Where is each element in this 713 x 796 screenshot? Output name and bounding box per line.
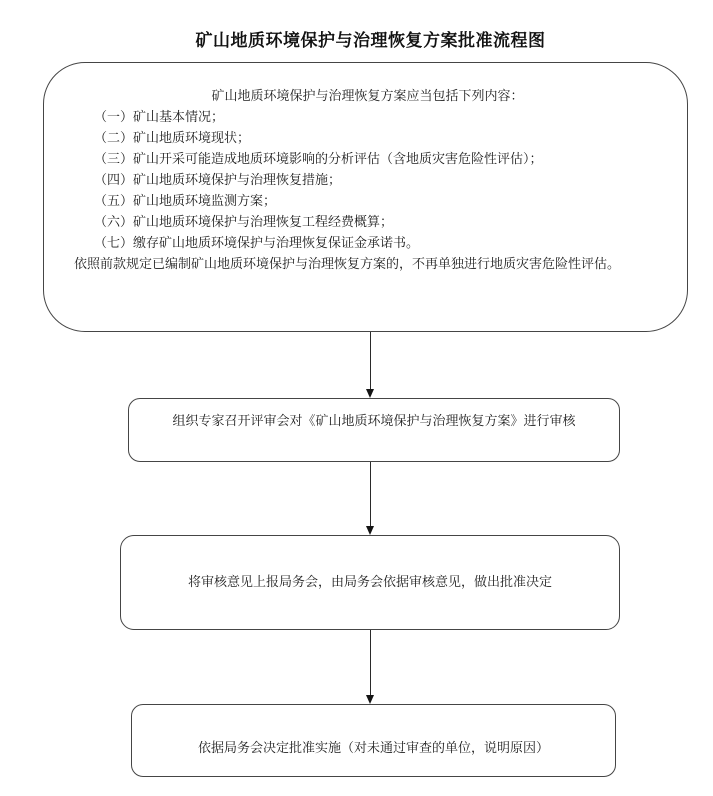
flow-node-plan-contents [43, 62, 688, 332]
expert-review-label: 组织专家召开评审会对《矿山地质环境保护与治理恢复方案》进行审核 [172, 412, 576, 428]
arrow-contents-to-review-icon [370, 332, 371, 389]
plan-contents-heading: 矿山地质环境保护与治理恢复方案应当包括下列内容： [211, 88, 524, 103]
plan-contents-note: 依照前款规定已编制矿山地质环境保护与治理恢复方案的，不再单独进行地质灾害危险性评估。 [74, 256, 621, 271]
implementation-label: 依据局务会决定批准实施（对未通过审查的单位，说明原因） [197, 740, 549, 756]
flow-node-implementation [131, 704, 616, 777]
plan-contents-item-1: （一）矿山基本情况； [94, 109, 225, 124]
flow-node-bureau-decision [120, 535, 620, 630]
plan-contents-item-7: （七）缴存矿山地质环境保护与治理恢复保证金承诺书。 [94, 235, 420, 250]
flow-node-expert-review [128, 398, 620, 462]
bureau-decision-label: 将审核意见上报局务会，由局务会依据审核意见，做出批准决定 [187, 574, 552, 590]
plan-contents-item-2: （二）矿山地质环境现状； [94, 130, 251, 145]
plan-contents-item-5: （五）矿山地质环境监测方案； [94, 193, 277, 208]
plan-contents-item-4: （四）矿山地质环境保护与治理恢复措施； [94, 172, 342, 187]
plan-contents-item-3: （三）矿山开采可能造成地质环境影响的分析评估（含地质灾害危险性评估）； [94, 151, 543, 166]
page-title: 矿山地质环境保护与治理恢复方案批准流程图 [195, 31, 546, 50]
arrow-review-to-bureau-icon [370, 462, 371, 526]
plan-contents-item-6: （六）矿山地质环境保护与治理恢复工程经费概算； [94, 214, 394, 229]
arrow-bureau-to-implementation-icon [370, 630, 371, 695]
